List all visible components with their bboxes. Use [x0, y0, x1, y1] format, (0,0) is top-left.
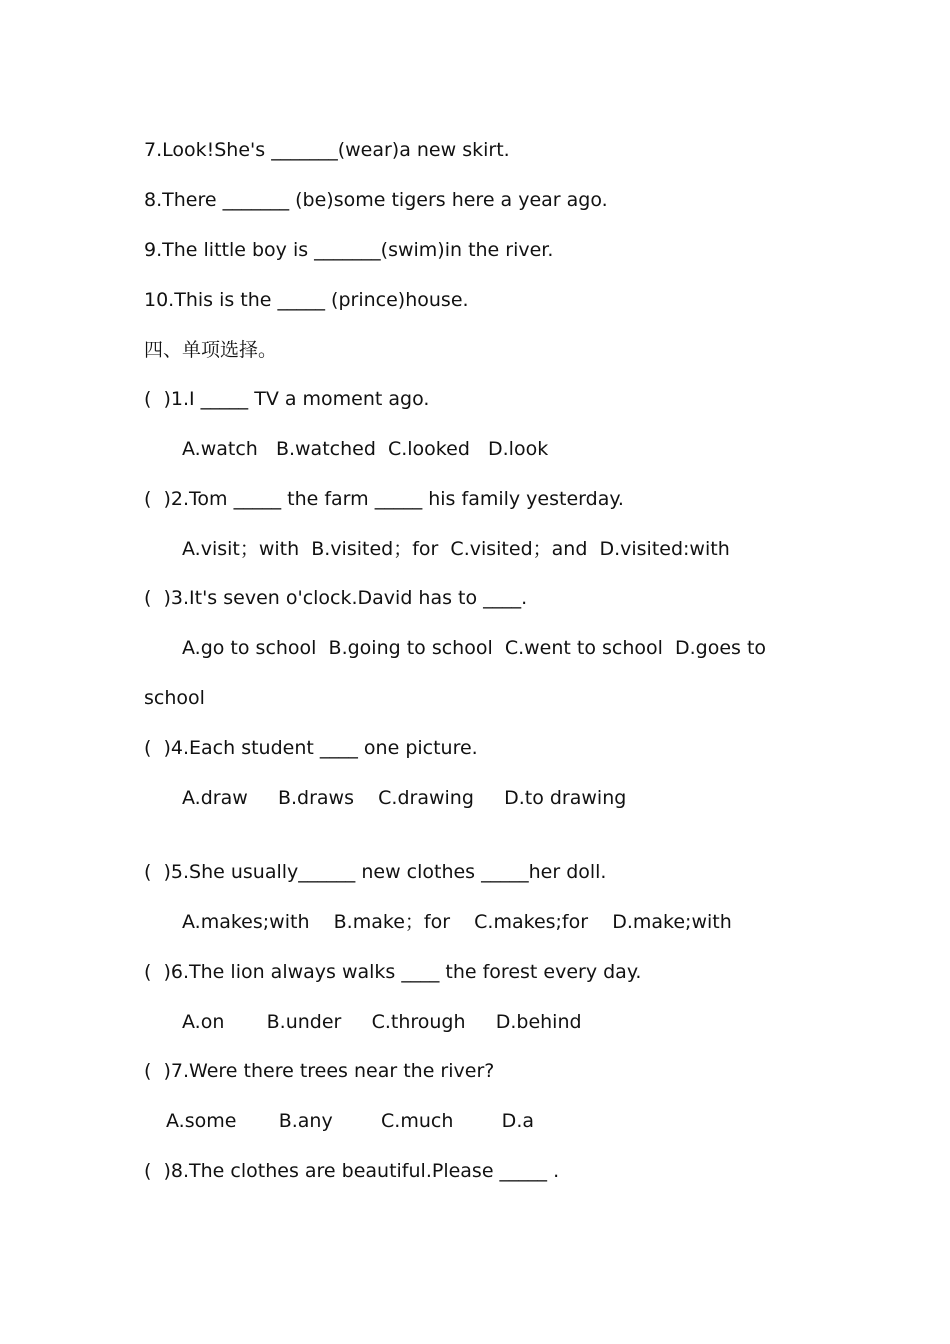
question-6-stem: ( )6.The lion always walks ____ the forest every day. — [144, 961, 642, 983]
question-5-stem: ( )5.She usually______ new clothes _____her doll. — [144, 861, 607, 883]
question-4-stem: ( )4.Each student ____ one picture. — [144, 737, 478, 759]
question-3-options-continued: school — [144, 687, 205, 709]
question-1-stem: ( )1.I _____ TV a moment ago. — [144, 388, 430, 410]
question-2-options: A.visit；with B.visited；for C.visited；and D.visited:with — [182, 538, 730, 560]
question-1-options: A.watch B.watched C.looked D.look — [182, 438, 549, 460]
question-5-options: A.makes;with B.make；for C.makes;for D.make;with — [182, 911, 732, 933]
question-3-stem: ( )3.It's seven o'clock.David has to ____. — [144, 587, 528, 609]
question-7-options: A.some B.any C.much D.a — [166, 1110, 534, 1132]
section-heading: 四、单项选择。 — [144, 339, 278, 361]
fill-in-item-7: 7.Look!She's _______(wear)a new skirt. — [144, 139, 510, 161]
question-2-stem: ( )2.Tom _____ the farm _____ his family yesterday. — [144, 488, 624, 510]
fill-in-item-10: 10.This is the _____ (prince)house. — [144, 289, 469, 311]
fill-in-item-8: 8.There _______ (be)some tigers here a year ago. — [144, 189, 608, 211]
question-3-options: A.go to school B.going to school C.went to school D.goes to — [182, 637, 767, 659]
question-7-stem: ( )7.Were there trees near the river? — [144, 1060, 495, 1082]
question-8-stem: ( )8.The clothes are beautiful.Please _____ . — [144, 1160, 560, 1182]
question-4-options: A.draw B.draws C.drawing D.to drawing — [182, 787, 627, 809]
fill-in-item-9: 9.The little boy is _______(swim)in the river. — [144, 239, 554, 261]
question-6-options: A.on B.under C.through D.behind — [182, 1011, 582, 1033]
